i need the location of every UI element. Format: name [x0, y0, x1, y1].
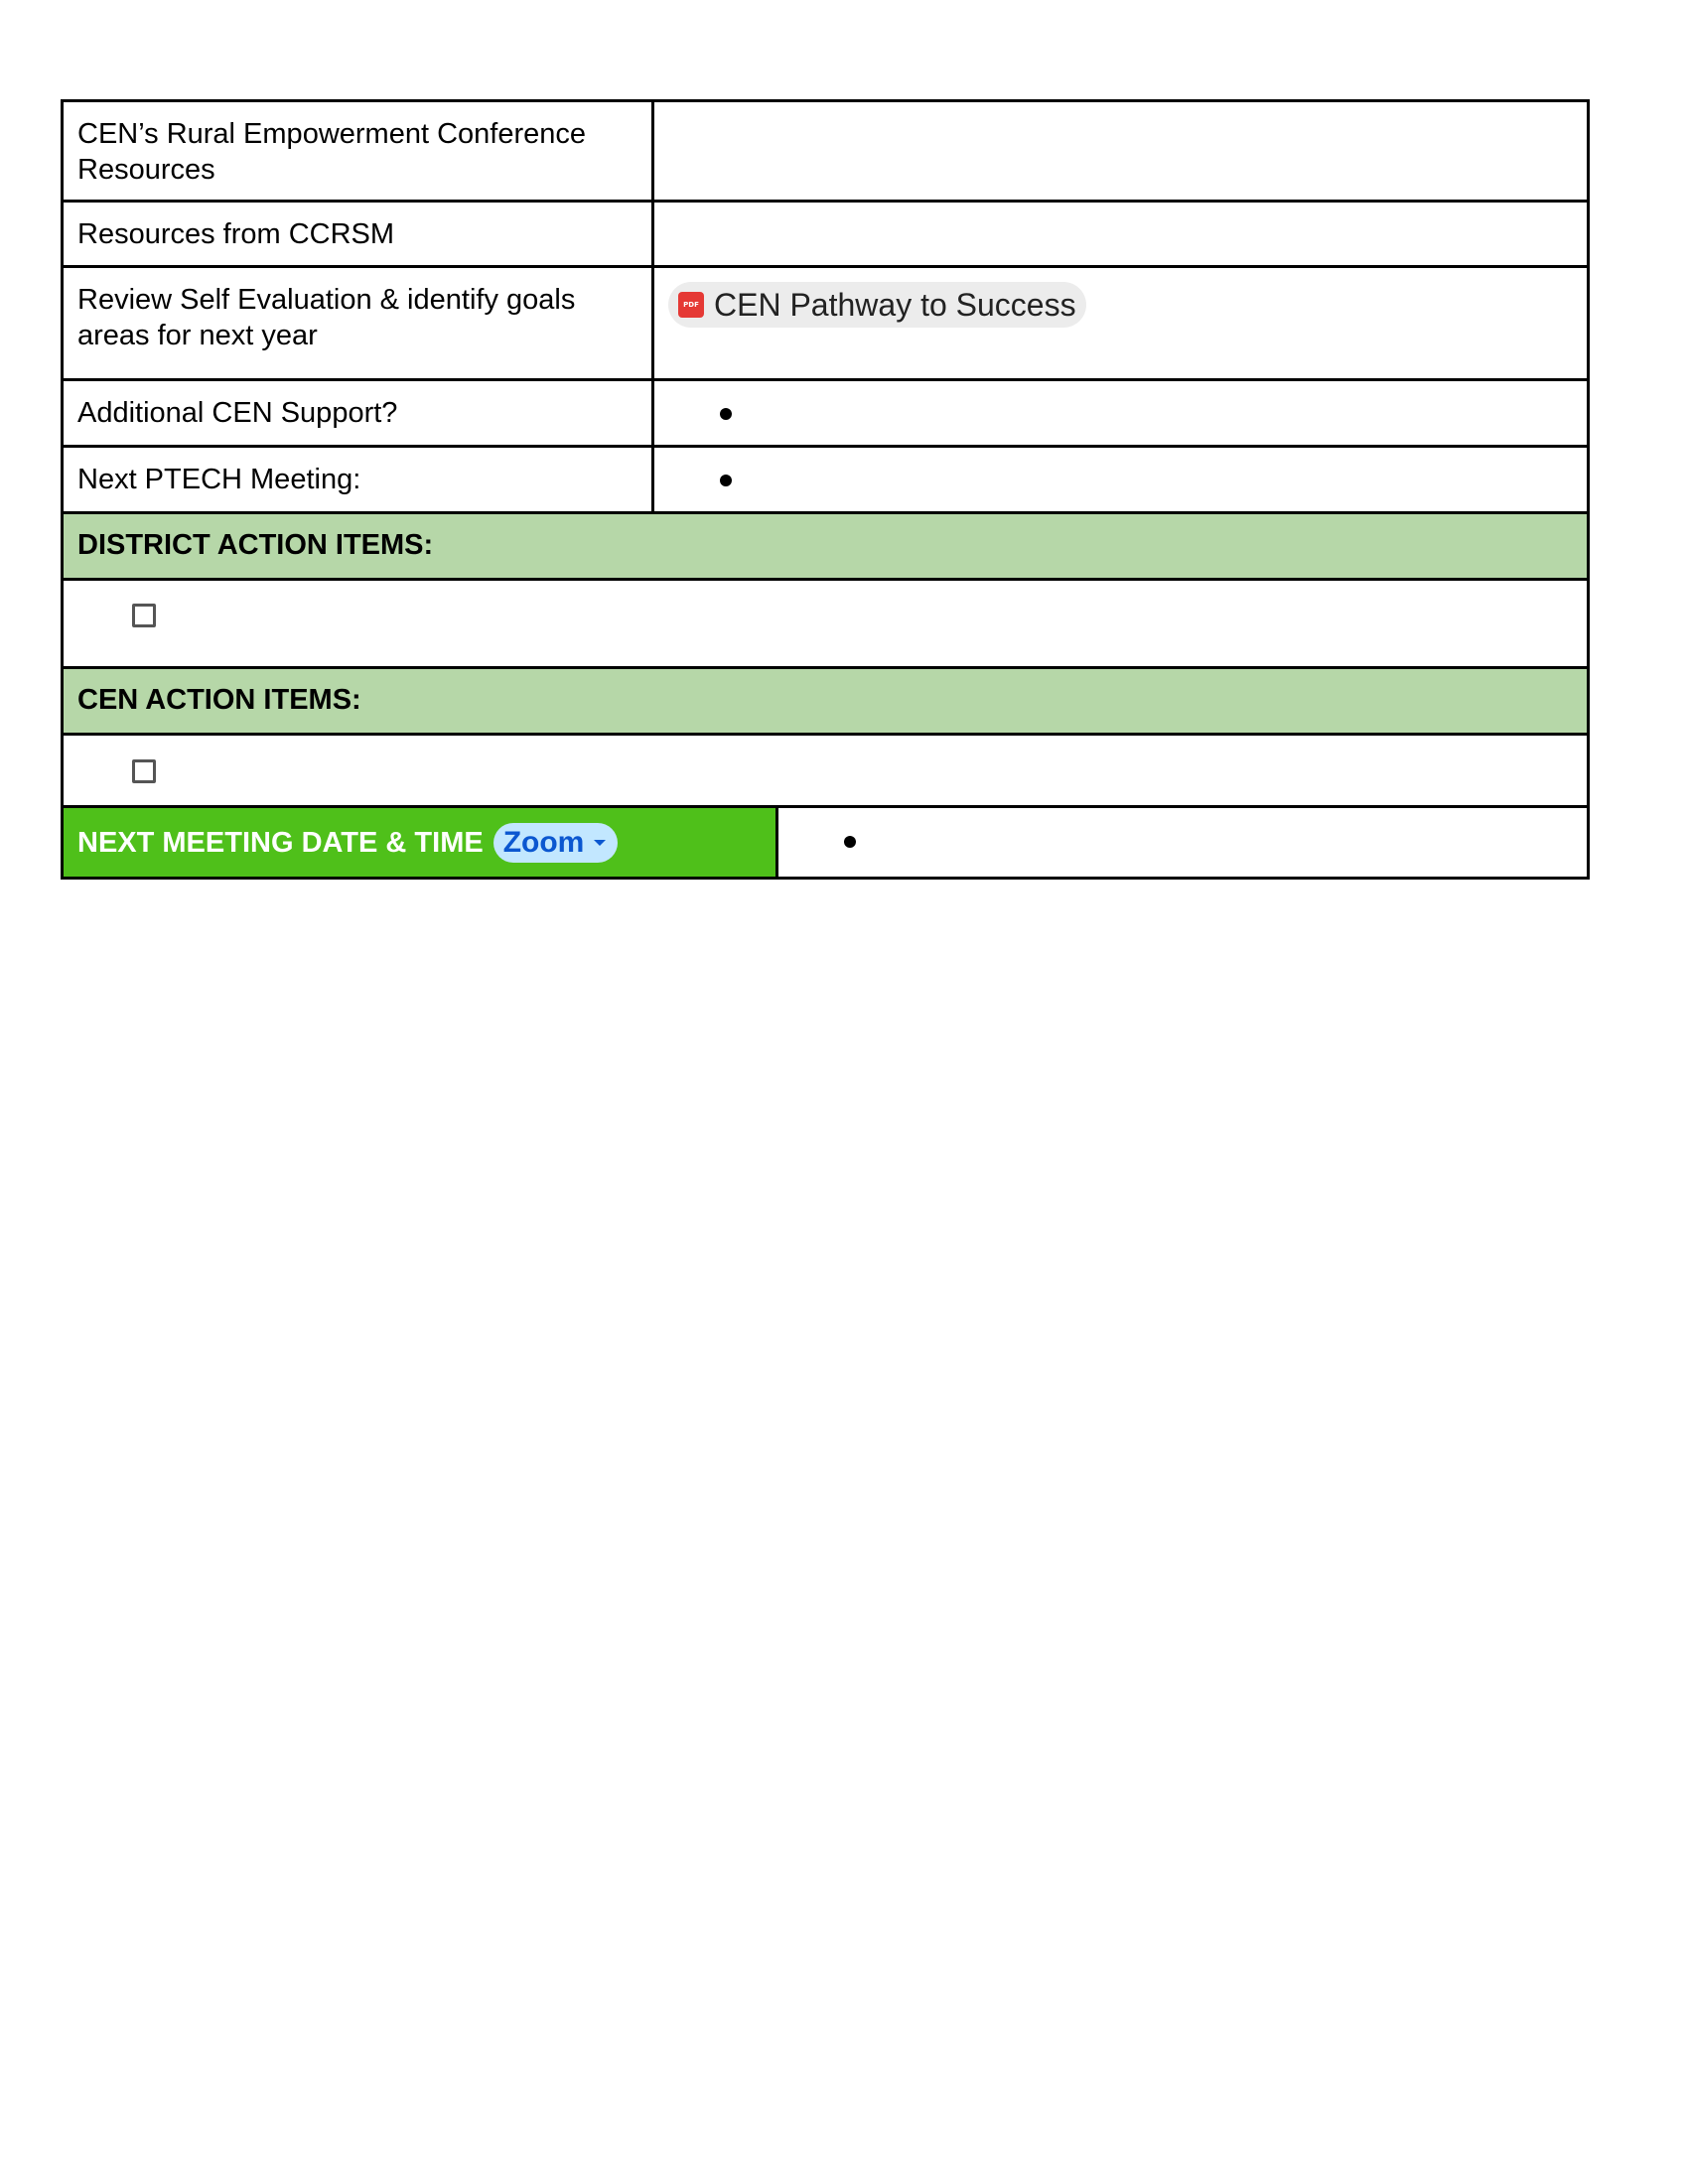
- row-label: Resources from CCRSM: [64, 203, 654, 265]
- row-value: [654, 268, 1587, 378]
- table-row: [64, 448, 1587, 514]
- meeting-table: [61, 99, 1590, 880]
- next-meeting-row: [64, 808, 1587, 877]
- district-action-item: [64, 581, 1587, 669]
- cen-action-item: [64, 736, 1587, 808]
- table-row: [64, 381, 1587, 448]
- row-label: CEN’s Rural Empowerment Conference Resources: [64, 102, 654, 200]
- pdf-icon: PDF: [678, 292, 704, 318]
- file-chip-label: CEN Pathway to Success: [714, 287, 1076, 323]
- table-row: [64, 268, 1587, 381]
- bullet-point: [720, 408, 732, 420]
- district-action-items-header: DISTRICT ACTION ITEMS:: [64, 514, 1587, 581]
- file-chip[interactable]: [668, 282, 1086, 328]
- cen-action-items-header: CEN ACTION ITEMS:: [64, 669, 1587, 736]
- chevron-down-icon: [594, 840, 606, 846]
- table-row: [64, 102, 1587, 203]
- row-value[interactable]: [654, 203, 1587, 265]
- row-label: Next PTECH Meeting:: [64, 448, 654, 511]
- checkbox[interactable]: [132, 759, 156, 783]
- row-value[interactable]: [654, 381, 1587, 445]
- bullet-point: [720, 475, 732, 486]
- next-meeting-value[interactable]: [778, 808, 1587, 877]
- row-value[interactable]: [654, 448, 1587, 511]
- table-row: [64, 203, 1587, 268]
- row-label: Review Self Evaluation & identify goals areas for next year: [64, 268, 654, 378]
- checkbox[interactable]: [132, 604, 156, 627]
- row-value[interactable]: [654, 102, 1587, 200]
- next-meeting-label-cell: [64, 808, 778, 877]
- bullet-point: [844, 836, 856, 848]
- row-label: Additional CEN Support?: [64, 381, 654, 445]
- next-meeting-label: NEXT MEETING DATE & TIME: [77, 826, 484, 859]
- zoom-dropdown-chip[interactable]: [493, 823, 619, 863]
- zoom-chip-label: Zoom: [502, 825, 585, 859]
